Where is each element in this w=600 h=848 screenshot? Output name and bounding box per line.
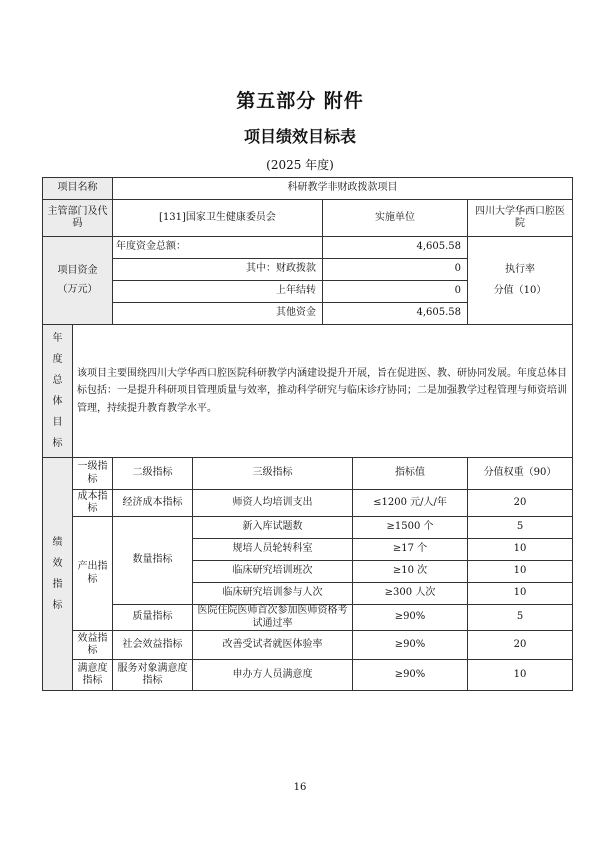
- quality-value: ≥90%: [353, 605, 468, 631]
- quantity-value: ≥17 个: [353, 539, 468, 561]
- execution-rate-label: 执行率: [505, 264, 536, 275]
- cost-l1: 成本指标: [73, 490, 113, 517]
- satisfaction-l2: 服务对象满意度指标: [113, 660, 193, 691]
- annual-goal-char: 总: [52, 375, 63, 386]
- impl-unit-label: 实施单位: [323, 200, 468, 237]
- impl-unit-value: 四川大学华西口腔医院: [468, 200, 573, 237]
- header-weight: 分值权重（90）: [468, 458, 573, 490]
- cost-l2: 经济成本指标: [113, 490, 193, 517]
- page-number: 16: [293, 782, 307, 793]
- satisfaction-l1: 满意度指标: [73, 660, 113, 691]
- cost-l3: 师资人均培训支出: [193, 490, 353, 517]
- funds-carryover-value: 0: [323, 281, 468, 303]
- annual-goal-char: 目: [52, 417, 63, 428]
- quantity-l2: 数量指标: [113, 517, 193, 605]
- perf-label: [43, 458, 73, 691]
- perf-label-char: 标: [52, 600, 63, 611]
- table-row: [43, 605, 573, 631]
- quantity-value: ≥300 人次: [353, 583, 468, 605]
- quantity-l3: 临床研究培训参与人次: [193, 583, 353, 605]
- dept-value: [131]国家卫生健康委员会: [113, 200, 323, 237]
- quality-l2: 质量指标: [113, 605, 193, 631]
- funds-total-value: 4,605.58: [323, 237, 468, 259]
- quantity-weight: 5: [468, 517, 573, 539]
- cost-value: ≤1200 元/人/年: [353, 490, 468, 517]
- quantity-value: ≥1500 个: [353, 517, 468, 539]
- quantity-value: ≥10 次: [353, 561, 468, 583]
- benefit-value: ≥90%: [353, 631, 468, 660]
- table-row: [43, 490, 573, 517]
- table-title: 项目绩效目标表: [243, 127, 356, 146]
- funds-carryover-label: 上年结转: [113, 281, 323, 303]
- project-name-value: 科研教学非财政拨款项目: [113, 178, 573, 200]
- table-row: [43, 237, 573, 259]
- funds-label-line1: 项目资金: [57, 265, 98, 276]
- funds-fiscal-value: 0: [323, 259, 468, 281]
- satisfaction-weight: 10: [468, 660, 573, 691]
- header-value: 指标值: [353, 458, 468, 490]
- execution-rate-cell: [468, 237, 573, 325]
- table-row: [43, 517, 573, 539]
- funds-label-line2: （万元）: [57, 283, 98, 295]
- benefit-l3: 改善受试者就医体验率: [193, 631, 353, 660]
- perf-label-char: 绩: [52, 537, 63, 548]
- header-level3: 三级指标: [193, 458, 353, 490]
- output-l1: 产出指标: [73, 517, 113, 631]
- satisfaction-l3: 申办方人员满意度: [193, 660, 353, 691]
- funds-other-value: 4,605.58: [323, 303, 468, 325]
- benefit-weight: 20: [468, 631, 573, 660]
- performance-table: [42, 177, 573, 691]
- funds-fiscal-label: 其中：财政拨款: [113, 259, 323, 281]
- execution-score-label: 分值（10）: [493, 284, 547, 296]
- annual-goal-char: 度: [52, 354, 63, 365]
- section-heading: 第五部分 附件: [236, 90, 364, 112]
- annual-goal-char: 年: [52, 333, 63, 344]
- quality-weight: 5: [468, 605, 573, 631]
- satisfaction-value: ≥90%: [353, 660, 468, 691]
- year-label: (2025 年度): [266, 158, 334, 172]
- benefit-l1: 效益指标: [73, 631, 113, 660]
- table-row: [43, 660, 573, 691]
- table-row: [43, 200, 573, 237]
- quantity-l3: 新入库试题数: [193, 517, 353, 539]
- perf-label-char: 指: [52, 579, 63, 590]
- annual-goal-char: 体: [52, 396, 63, 407]
- table-row: [43, 178, 573, 200]
- funds-total-label: 年度资金总额：: [113, 237, 323, 259]
- table-row: [43, 325, 573, 458]
- benefit-l2: 社会效益指标: [113, 631, 193, 660]
- quantity-l3: 临床研究培训班次: [193, 561, 353, 583]
- quantity-weight: 10: [468, 539, 573, 561]
- table-row: [43, 458, 573, 490]
- annual-goal-label: [43, 325, 73, 458]
- quantity-l3: 规培人员轮转科室: [193, 539, 353, 561]
- quantity-weight: 10: [468, 561, 573, 583]
- quality-l3: 医院住院医师首次参加医师资格考试通过率: [193, 605, 353, 631]
- project-name-label: 项目名称: [43, 178, 113, 200]
- funds-other-label: 其他资金: [113, 303, 323, 325]
- dept-label: 主管部门及代码: [43, 200, 113, 237]
- quantity-weight: 10: [468, 583, 573, 605]
- header-level2: 二级指标: [113, 458, 193, 490]
- cost-weight: 20: [468, 490, 573, 517]
- perf-label-char: 效: [52, 558, 63, 569]
- annual-goal-text: 该项目主要围绕四川大学华西口腔医院科研教学内涵建设提升开展，旨在促进医、教、研协同发展。年度总体目标包括：一是提升科研项目管理质量与效率，推动科学研究与临床诊疗协同；二是加强教学过程管理与师资培训管理，持续提升教育教学水平。: [73, 325, 573, 458]
- table-row: [43, 631, 573, 660]
- funds-label: [43, 237, 113, 325]
- header-level1: 一级指标: [73, 458, 113, 490]
- annual-goal-char: 标: [52, 438, 63, 449]
